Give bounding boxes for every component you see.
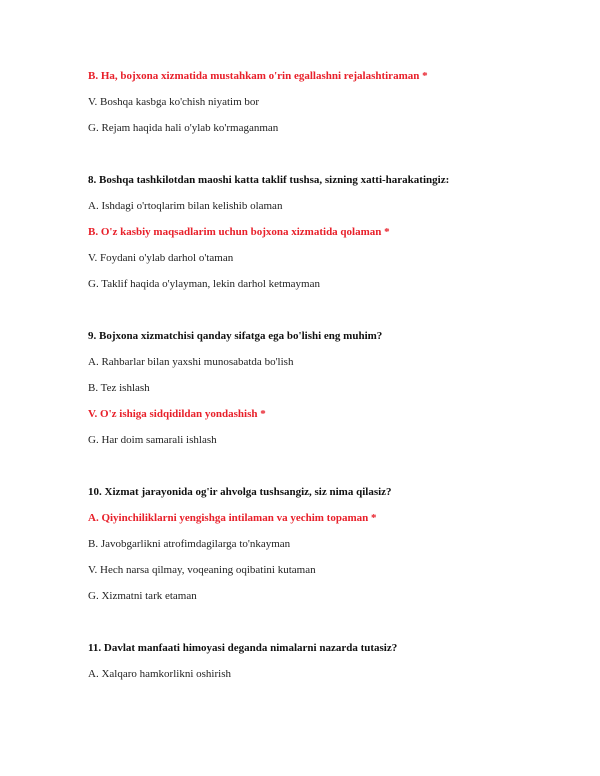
answer-option: V. Foydani o'ylab darhol o'taman: [88, 252, 234, 264]
answer-option: A. Xalqaro hamkorlikni oshirish: [88, 668, 231, 680]
answer-option-correct: B. Ha, bojxona xizmatida mustahkam o'rin egallashni rejalashtiraman *: [88, 70, 428, 82]
question-11: 11. Davlat manfaati himoyasi deganda nimalarni nazarda tutasiz?: [88, 642, 398, 654]
question-8: 8. Boshqa tashkilotdan maoshi katta taklif tushsa, sizning xatti-harakatingiz:: [88, 174, 450, 186]
answer-option: B. Javobgarlikni atrofimdagilarga to'nkayman: [88, 538, 291, 550]
answer-option: G. Rejam haqida hali o'ylab ko'rmaganman: [88, 122, 279, 134]
question-10: 10. Xizmat jarayonida og'ir ahvolga tushsangiz, siz nima qilasiz?: [88, 486, 392, 498]
answer-option-correct: B. O'z kasbiy maqsadlarim uchun bojxona xizmatida qolaman *: [88, 226, 390, 238]
answer-option: A. Ishdagi o'rtoqlarim bilan kelishib olaman: [88, 200, 283, 212]
answer-option-correct: V. O'z ishiga sidqidildan yondashish *: [88, 408, 266, 420]
answer-option: A. Rahbarlar bilan yaxshi munosabatda bo'lish: [88, 356, 294, 368]
answer-option: V. Boshqa kasbga ko'chish niyatim bor: [88, 96, 260, 108]
answer-option: G. Xizmatni tark etaman: [88, 590, 197, 602]
answer-option: B. Tez ishlash: [88, 382, 150, 394]
answer-option-correct: A. Qiyinchiliklarni yengishga intilaman va yechim topaman *: [88, 512, 377, 524]
question-9: 9. Bojxona xizmatchisi qanday sifatga ega bo'lishi eng muhim?: [88, 330, 383, 342]
answer-option: V. Hech narsa qilmay, voqeaning oqibatini kutaman: [88, 564, 316, 576]
answer-option: G. Taklif haqida o'ylayman, lekin darhol ketmayman: [88, 278, 320, 290]
answer-option: G. Har doim samarali ishlash: [88, 434, 217, 446]
